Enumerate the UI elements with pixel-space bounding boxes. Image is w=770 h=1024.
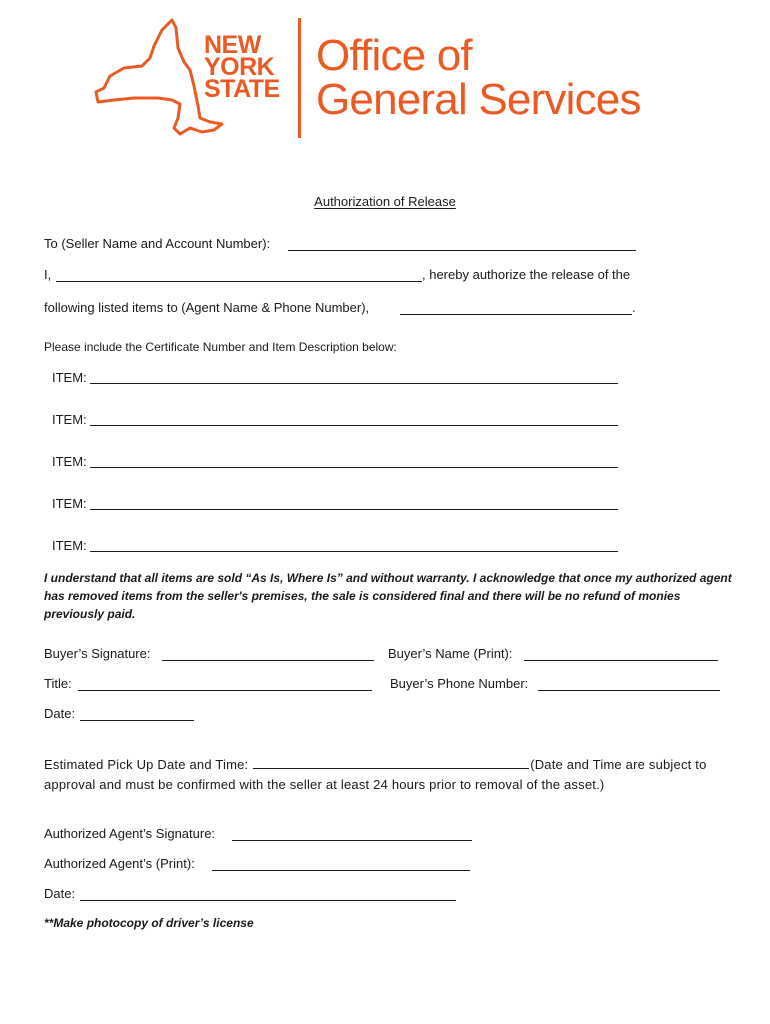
pickup-label: Estimated Pick Up Date and Time:: [44, 757, 249, 772]
page-title: Authorization of Release: [314, 194, 456, 209]
agent-print-field[interactable]: [212, 870, 470, 871]
nys-line-1: NEW: [204, 31, 261, 59]
seller-field[interactable]: [288, 250, 636, 251]
nys-line-3: STATE: [204, 75, 280, 103]
authorizer-name-field[interactable]: [56, 281, 422, 282]
agent-signature-label: Authorized Agent’s Signature:: [44, 826, 216, 841]
item-field-3[interactable]: [90, 467, 618, 468]
buyer-phone-field[interactable]: [538, 690, 720, 691]
item-field-1[interactable]: [90, 383, 618, 384]
instructions-text: Please include the Certificate Number and Item Description below:: [44, 340, 397, 354]
buyer-signature-label: Buyer’s Signature:: [44, 646, 151, 661]
buyer-date-field[interactable]: [80, 720, 194, 721]
agent-date-field[interactable]: [80, 900, 456, 901]
pickup-paragraph: [44, 755, 734, 795]
title-label: Title:: [44, 676, 72, 691]
item-field-2[interactable]: [90, 425, 618, 426]
pickup-note: (Date and Time are subject to approval and must be confirmed with the seller at least 24 hours prior to removal of the asset.): [44, 757, 707, 792]
ogs-line-2: General Services: [316, 75, 641, 124]
agent-date-label: Date:: [44, 886, 76, 901]
item-label-3: ITEM:: [52, 454, 87, 469]
item-label-2: ITEM:: [52, 412, 87, 427]
item-label-4: ITEM:: [52, 496, 87, 511]
ogs-wordmark: [316, 31, 641, 124]
license-note: **Make photocopy of driver’s license: [44, 916, 254, 930]
logo-divider: [298, 18, 301, 138]
nys-line-2: YORK: [204, 53, 275, 81]
warranty-statement: I understand that all items are sold “As Is, Where Is” and without warranty. I acknowledge that once my authorized agent has removed items from the seller's premises, the sale is considered final and there will be no refund of monies previously paid.: [44, 571, 732, 621]
agent-name-phone-field[interactable]: [400, 314, 632, 315]
pickup-datetime-field[interactable]: [253, 756, 529, 769]
agent-period: .: [632, 300, 636, 315]
agent-label: following listed items to (Agent Name & Phone Number),: [44, 300, 370, 315]
buyer-signature-field[interactable]: [162, 660, 374, 661]
ogs-logo: [94, 18, 664, 140]
item-field-5[interactable]: [90, 551, 618, 552]
authorize-text: , hereby authorize the release of the: [422, 267, 631, 282]
ogs-line-1: Office of: [316, 31, 472, 80]
agent-signature-field[interactable]: [232, 840, 472, 841]
item-field-4[interactable]: [90, 509, 618, 510]
buyer-name-field[interactable]: [524, 660, 718, 661]
item-label-5: ITEM:: [52, 538, 87, 553]
i-label: I,: [44, 267, 52, 282]
buyer-phone-label: Buyer’s Phone Number:: [390, 676, 529, 691]
buyer-date-label: Date:: [44, 706, 76, 721]
item-label-1: ITEM:: [52, 370, 87, 385]
nys-wordmark: [204, 31, 286, 103]
buyer-name-label: Buyer’s Name (Print):: [388, 646, 513, 661]
agent-print-label: Authorized Agent’s (Print):: [44, 856, 195, 871]
seller-label: To (Seller Name and Account Number):: [44, 236, 271, 251]
title-field[interactable]: [78, 690, 372, 691]
